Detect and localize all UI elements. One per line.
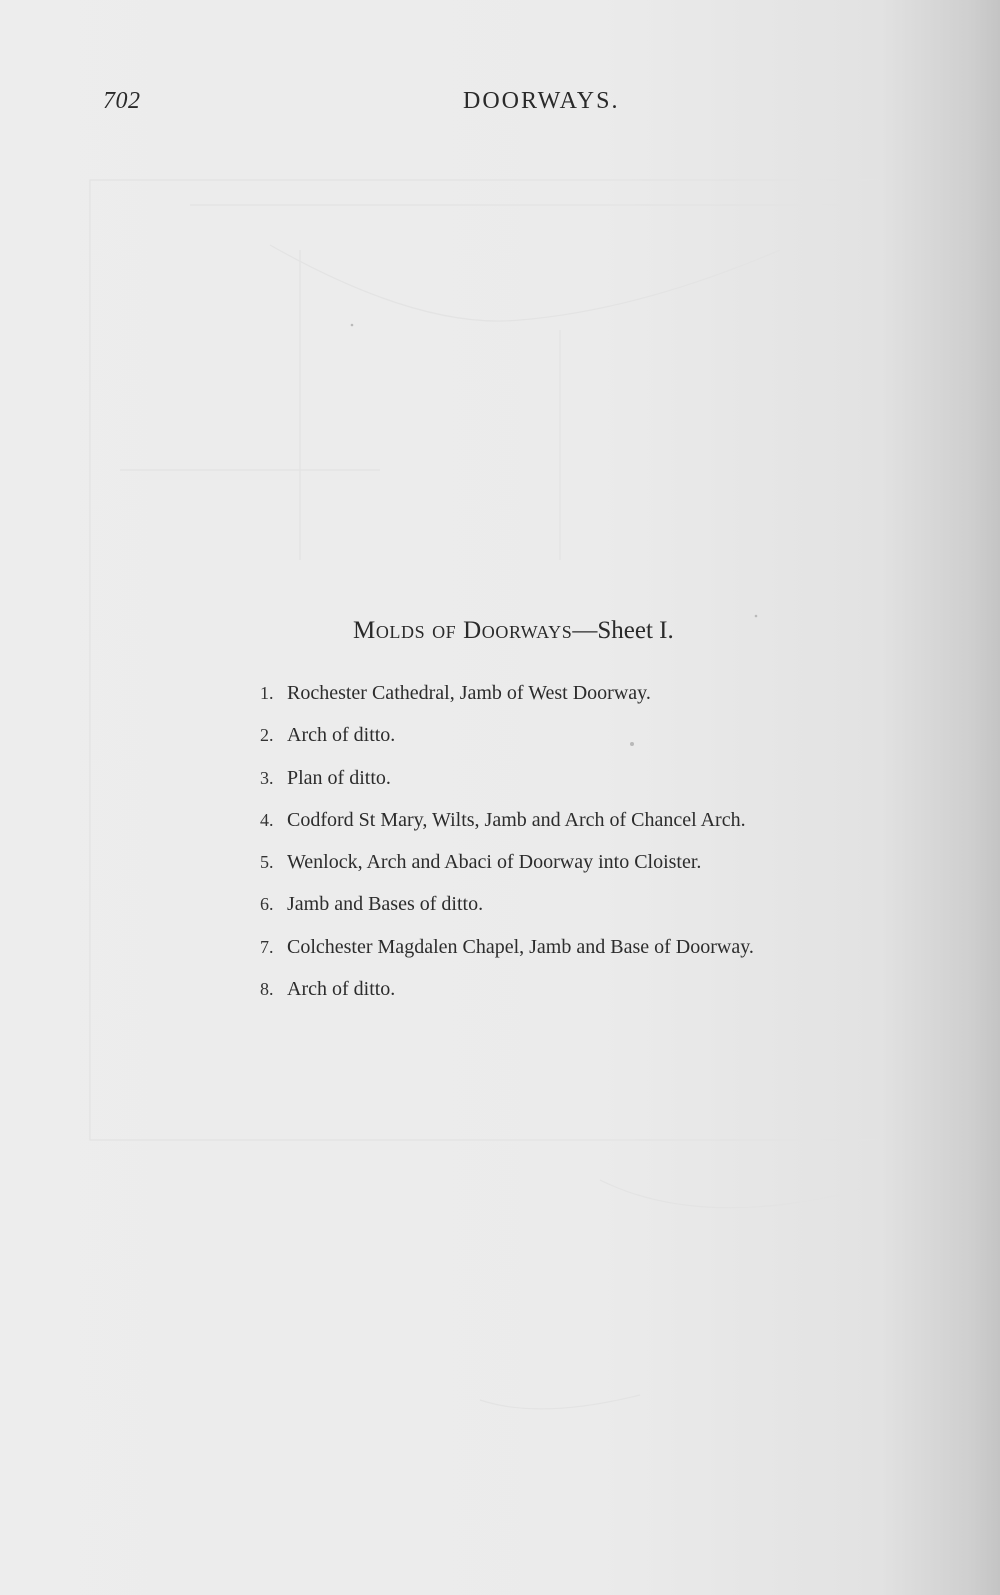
plate-title-sheet: —Sheet I.	[572, 617, 674, 644]
item-number: 7.	[260, 936, 274, 957]
item-text: Rochester Cathedral, Jamb of West Doorway.	[287, 682, 651, 704]
item-number: 1.	[260, 683, 274, 703]
item-number: 8.	[260, 979, 274, 1000]
plate-title	[353, 617, 674, 645]
list-item	[260, 936, 754, 978]
list-item	[260, 893, 754, 935]
item-text: Plan of ditto.	[287, 766, 391, 789]
item-text: Wenlock, Arch and Abaci of Doorway into Cloister.	[287, 851, 702, 874]
list-item	[260, 851, 754, 893]
list-item	[260, 978, 754, 1020]
item-text: Codford St Mary, Wilts, Jamb and Arch of Chancel Arch.	[287, 808, 746, 831]
item-text: Arch of ditto.	[287, 724, 396, 747]
list-item	[260, 767, 754, 809]
list-item	[260, 682, 754, 724]
item-number: 5.	[260, 852, 274, 873]
page-number: 702	[103, 88, 141, 114]
item-text: Colchester Magdalen Chapel, Jamb and Base of Doorway.	[287, 935, 754, 958]
list-item	[260, 724, 754, 766]
list-item	[260, 809, 754, 851]
item-text: Arch of ditto.	[287, 978, 396, 1001]
item-text: Jamb and Bases of ditto.	[287, 893, 484, 916]
running-head: DOORWAYS.	[463, 88, 620, 114]
item-number: 2.	[260, 725, 274, 746]
item-number: 4.	[260, 809, 274, 830]
plate-title-main: Molds of Doorways	[353, 617, 573, 644]
plate-contents-list	[260, 682, 754, 1020]
item-number: 3.	[260, 767, 274, 788]
item-number: 6.	[260, 894, 274, 915]
